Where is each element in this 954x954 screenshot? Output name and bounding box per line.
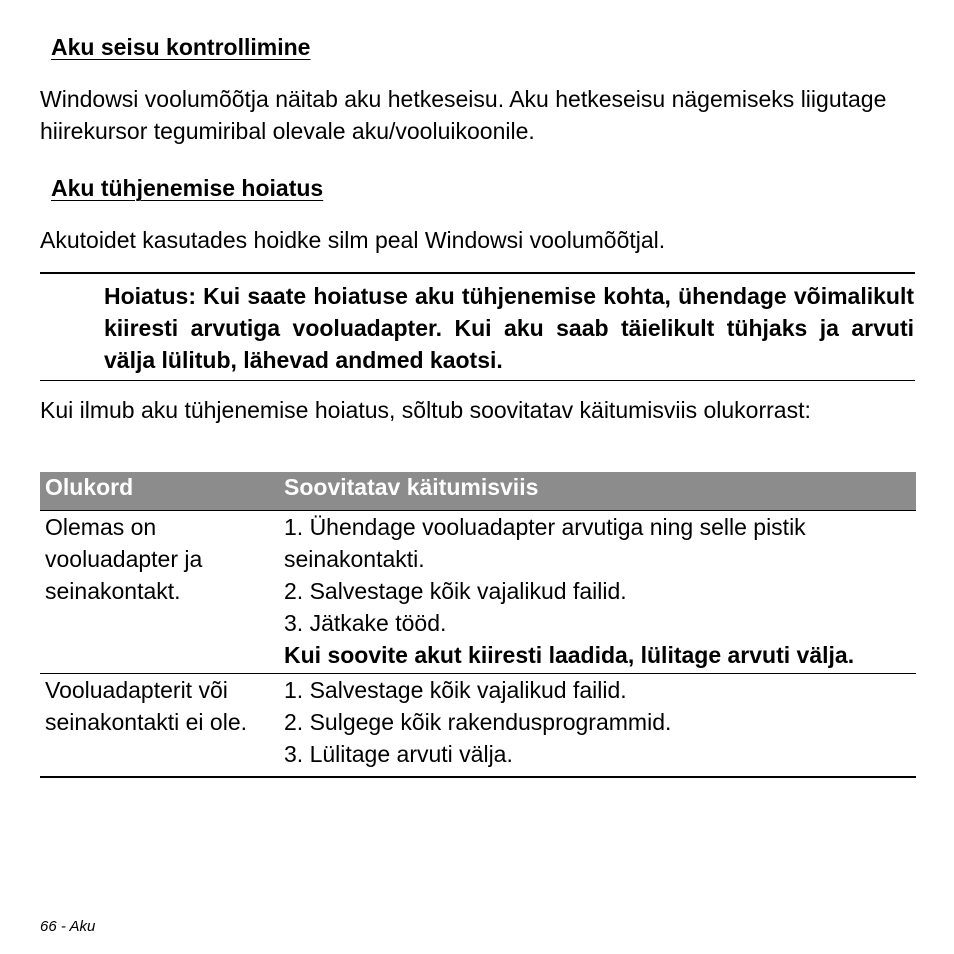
section-heading-low-battery-warning: Aku tühjenemise hoiatus xyxy=(51,175,324,201)
warning-bottom-rule xyxy=(40,380,915,381)
section-heading-battery-status: Aku seisu kontrollimine xyxy=(51,34,311,60)
action-step: 3. Jätkake tööd. xyxy=(284,610,447,636)
low-battery-paragraph: Akutoidet kasutades hoidke silm peal Windowsi voolumõõtjal. xyxy=(40,227,666,253)
battery-status-paragraph: Windowsi voolumõõtja näitab aku hetkeseisu. Aku hetkeseisu nägemiseks liigutage hiirekursor tegumiribal olevale aku/vooluikoonile. xyxy=(40,86,887,144)
warning-top-rule xyxy=(40,272,915,274)
action-step: 3. Lülitage arvuti välja. xyxy=(284,741,513,767)
header-situation: Olukord xyxy=(40,472,279,511)
action-step: 1. Ühendage vooluadapter arvutiga ning selle pistik seinakontakti. xyxy=(284,514,806,572)
action-step: 1. Salvestage kõik vajalikud failid. xyxy=(284,677,627,703)
table-header-row xyxy=(40,472,916,511)
page-footer: 66 - Aku xyxy=(40,918,96,935)
action-cell xyxy=(279,674,916,778)
table-row xyxy=(40,674,916,778)
recommendation-table xyxy=(40,472,916,778)
intro-paragraph: Kui ilmub aku tühjenemise hoiatus, sõltub soovitatav käitumisviis olukorrast: xyxy=(40,397,811,423)
table-row xyxy=(40,511,916,674)
situation-cell: Vooluadapterit või seinakontakti ei ole. xyxy=(40,674,279,778)
action-step: 2. Salvestage kõik vajalikud failid. xyxy=(284,578,627,604)
warning-note: Hoiatus: Kui saate hoiatuse aku tühjenemise kohta, ühendage võimalikult kiiresti arvutiga vooluadapter. Kui aku saab täielikult tühjaks ja arvuti välja lülitub, lähevad andmed kaotsi. xyxy=(104,283,914,373)
action-cell xyxy=(279,511,916,674)
situation-cell: Olemas on vooluadapter ja seinakontakt. xyxy=(40,511,279,674)
action-note: Kui soovite akut kiiresti laadida, lülitage arvuti välja. xyxy=(284,642,855,668)
header-recommended-action: Soovitatav käitumisviis xyxy=(279,472,916,511)
action-step: 2. Sulgege kõik rakendusprogrammid. xyxy=(284,709,672,735)
